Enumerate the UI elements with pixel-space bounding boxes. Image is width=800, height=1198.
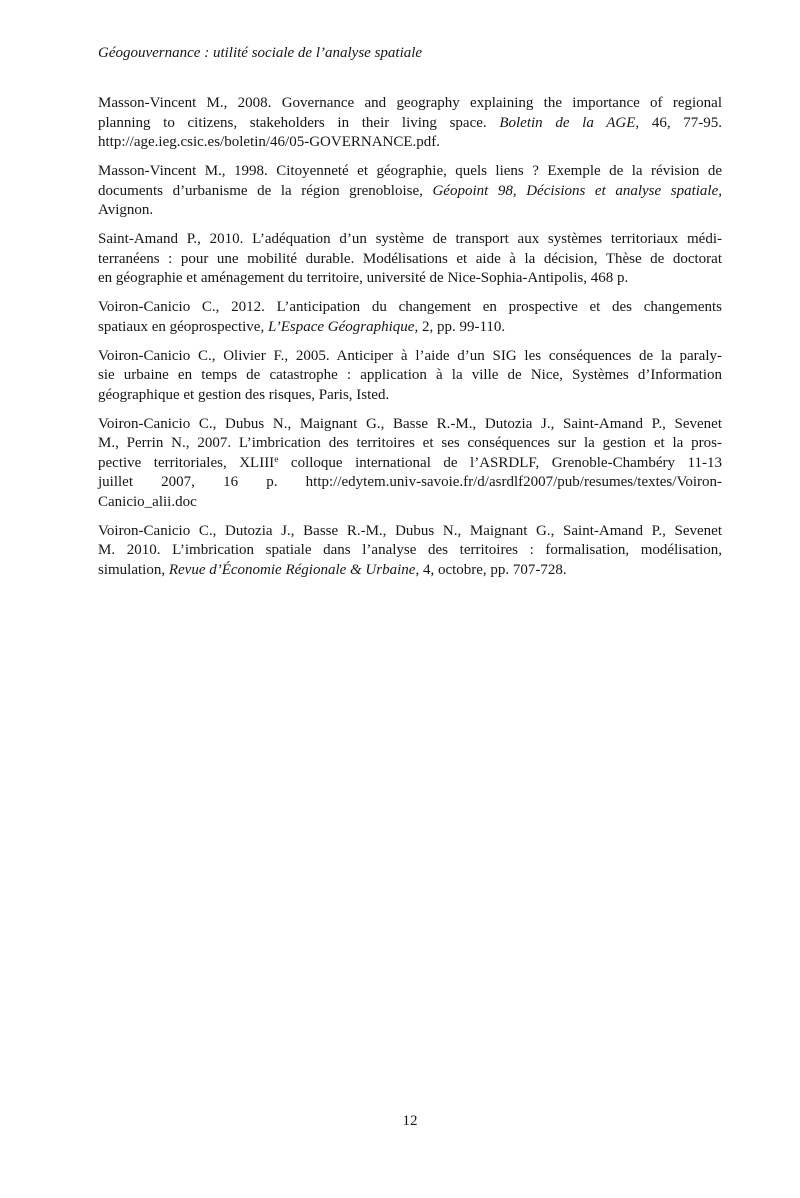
reference-line: [98, 347, 722, 367]
reference-entry: [98, 415, 722, 513]
reference-line: [98, 454, 722, 474]
text-segment: Avignon.: [98, 202, 154, 218]
reference-line: [98, 269, 722, 289]
reference-entry: [98, 522, 722, 581]
reference-line: [98, 114, 722, 134]
reference-line: [98, 541, 722, 561]
text-segment: http://age.ieg.csic.es/boletin/46/05-GOVERNANCE.pdf.: [98, 134, 441, 150]
work-title: Revue d’Économie Régionale & Urbaine: [168, 561, 416, 578]
text-segment: simulation,: [98, 561, 169, 578]
reference-line: [98, 415, 722, 435]
reference-entry: [98, 94, 722, 153]
reference-line: [98, 522, 722, 542]
reference-line: [98, 386, 722, 406]
references-list: [98, 94, 722, 590]
reference-line: [98, 250, 722, 270]
reference-line: [98, 94, 722, 114]
text-segment: Voiron-Canicio C., Dutozia J., Basse R.-M., Dubus N., Maignant G., Saint-Amand P., Sevenet: [98, 522, 722, 539]
reference-entry: [98, 162, 722, 221]
text-segment: Masson-Vincent M., 2008. Governance and geography explaining the importance of regional: [98, 95, 722, 111]
text-segment: Voiron-Canicio C., Dubus N., Maignant G., Basse R.-M., Dutozia J., Saint-Amand P., Sevenet: [98, 415, 722, 432]
page-number: 12: [402, 1113, 418, 1129]
reference-line: [98, 473, 722, 493]
text-segment: M. 2010. L’imbrication spatiale dans l’analyse des territoires : formalisation, modélisation,: [98, 542, 722, 558]
text-segment: en géographie et aménagement du territoire, université de Nice-Sophia-Antipolis, 468 p.: [98, 270, 629, 286]
text-segment: géographique et gestion des risques, Paris, Isted.: [98, 386, 390, 403]
text-segment: spatiaux en géoprospective,: [98, 318, 268, 335]
reference-line: [98, 366, 722, 386]
text-segment: , 4, octobre, pp. 707-728.: [415, 561, 567, 578]
reference-line: [98, 230, 722, 250]
reference-entry: [98, 347, 722, 406]
reference-line: [98, 201, 722, 221]
text-segment: terranéens : pour une mobilité durable. Modélisations et aide à la décision, Thèse de doctorat: [98, 250, 722, 267]
work-title: Boletin de la AGE: [499, 114, 636, 131]
text-segment: pective territoriales, XLIII: [98, 454, 275, 471]
running-head: Géogouvernance : utilité sociale de l’analyse spatiale: [98, 45, 423, 61]
text-segment: sie urbaine en temps de catastrophe : application à la ville de Nice, Systèmes d’Information: [98, 367, 722, 383]
reference-line: [98, 434, 722, 454]
reference-entry: [98, 230, 722, 289]
ordinal-superscript: e: [274, 455, 279, 466]
text-segment: 2, pp. 99-110.: [418, 318, 506, 335]
reference-line: [98, 133, 722, 153]
text-segment: , 46, 77-95.: [635, 114, 722, 131]
work-title: L’Espace Géographique,: [267, 318, 419, 335]
work-title: Géopoint 98, Décisions et analyse spatiale,: [432, 182, 722, 199]
text-segment: Masson-Vincent M., 1998. Citoyenneté et géographie, quels liens ? Exemple de la révision de: [98, 163, 722, 179]
text-segment: juillet 2007, 16 p. http://edytem.univ-savoie.fr/d/asrdlf2007/pub/resumes/textes/Voiron-: [98, 474, 722, 490]
text-segment: documents d’urbanisme de la région grenobloise,: [98, 182, 433, 199]
reference-line: [98, 162, 722, 182]
text-segment: Canicio_alii.doc: [98, 493, 197, 510]
text-segment: Voiron-Canicio C., 2012. L’anticipation du changement en prospective et des changements: [98, 299, 722, 315]
reference-entry: [98, 298, 722, 337]
reference-line: [98, 318, 722, 338]
text-segment: M., Perrin N., 2007. L’imbrication des territoires et ses conséquences sur la gestion et la pros-: [98, 435, 722, 451]
reference-line: [98, 298, 722, 318]
reference-line: [98, 561, 722, 581]
reference-line: [98, 493, 722, 513]
text-segment: colloque international de l’ASRDLF, Grenoble-Chambéry 11-13: [278, 454, 722, 471]
text-segment: Voiron-Canicio C., Olivier F., 2005. Anticiper à l’aide d’un SIG les conséquences de la paraly-: [98, 347, 722, 364]
text-segment: Saint-Amand P., 2010. L’adéquation d’un système de transport aux systèmes territoriaux médi-: [98, 231, 722, 247]
reference-line: [98, 182, 722, 202]
text-segment: planning to citizens, stakeholders in their living space.: [98, 114, 500, 131]
